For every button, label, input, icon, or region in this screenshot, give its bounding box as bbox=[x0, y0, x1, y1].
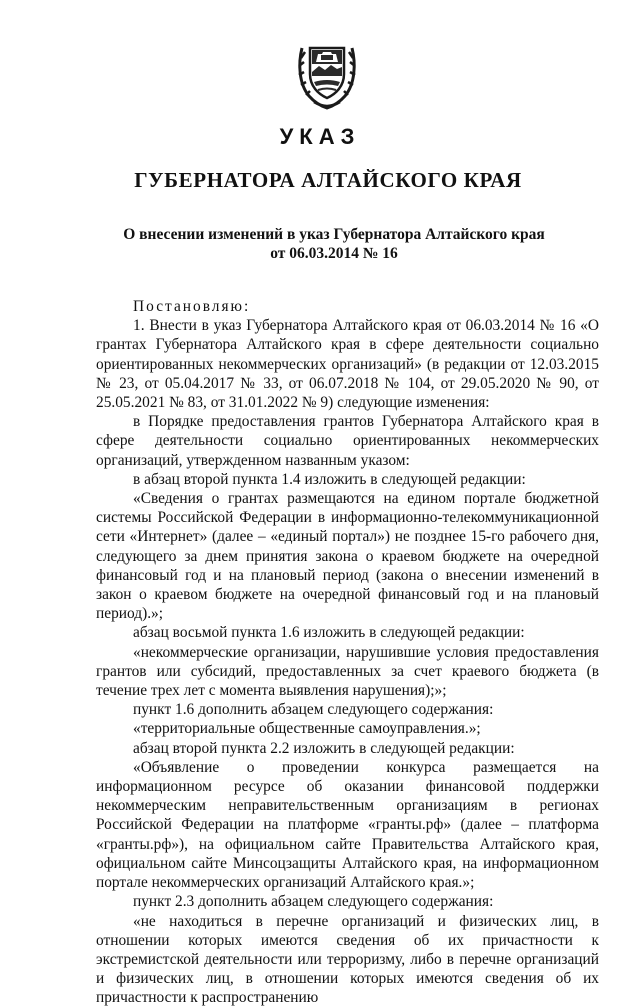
paragraph-4: «Сведения о грантах размещаются на едином портале бюджетной системы Российской Федерации в информационно-телекоммуникационной сети «Интернет» (далее – «единый портал») не позднее 15-го рабочего дня, следующего за днем принятия закона о краевом бюджете на очередной финансовый год и на плановый период (закона о внесении изменений в закон о краевом бюджете на очередной финансовый год и на плановый период).»; bbox=[96, 490, 599, 623]
heading-line-2: от 06.03.2014 № 16 bbox=[270, 245, 398, 262]
paragraph-10: «Объявление о проведении конкурса размещается на информационном ресурсе об оказании финансовой поддержки некоммерческим неправительственным организациям в регионах Российской Федерации на платформе «гранты.рф» (далее – платформа «гранты.рф»), на официальном сайте Правительства Алтайского края, официальном сайте Минсоцзащиты Алтайского края, на информационном портале некоммерческих организаций Алтайского края.»; bbox=[96, 758, 599, 892]
paragraph-decree: Постановляю: bbox=[133, 298, 251, 315]
paragraph-11: пункт 2.3 дополнить абзацем следующего содержания: bbox=[133, 893, 494, 911]
document-type-title: УКАЗ bbox=[279, 124, 361, 149]
paragraph-12: «не находиться в перечне организаций и физических лиц, в отношении которых имеются сведения об их причастности к экстремистской деятельности или терроризму, либо в перечне организаций и физических лиц, в отношении которых имеются сведения об их причастности к распространению bbox=[96, 912, 599, 1007]
paragraph-6: «некоммерческие организации, нарушившие условия предоставления грантов или субсидий, предоставленных за счет краевого бюджета (в течение трех лет с момента выявления нарушения);»; bbox=[96, 643, 599, 700]
paragraph-9: абзац второй пункта 2.2 изложить в следующей редакции: bbox=[133, 739, 515, 757]
paragraph-5: абзац восьмой пункта 1.6 изложить в следующей редакции: bbox=[133, 624, 525, 642]
paragraph-3: в абзац второй пункта 1.4 изложить в следующей редакции: bbox=[133, 470, 526, 488]
paragraph-8: «территориальные общественные самоуправления.»; bbox=[133, 720, 481, 738]
issuer-subtitle: ГУБЕРНАТОРА АЛТАЙСКОГО КРАЯ bbox=[134, 168, 522, 192]
coat-of-arms-icon bbox=[296, 38, 358, 110]
paragraph-7: пункт 1.6 дополнить абзацем следующего содержания: bbox=[133, 701, 494, 719]
paragraph-1: 1. Внести в указ Губернатора Алтайского края от 06.03.2014 № 16 «О грантах Губернатора Алтайского края в сфере деятельности социально ориентированных некоммерческих организаций» (в редакции от 12.03.2015 № 23, от 05.04.2017 № 33, от 06.07.2018 № 104, от 29.05.2020 № 90, от 25.05.2021 № 83, от 31.01.2022 № 9) следующие изменения: bbox=[96, 317, 599, 412]
paragraph-2: в Порядке предоставления грантов Губернатора Алтайского края в сфере деятельности социально ориентированных некоммерческих организаций, утвержденном названным указом: bbox=[96, 413, 599, 469]
heading-line-1: О внесении изменений в указ Губернатора Алтайского края bbox=[123, 226, 545, 243]
document-body bbox=[96, 297, 599, 1008]
document-heading bbox=[120, 225, 548, 263]
